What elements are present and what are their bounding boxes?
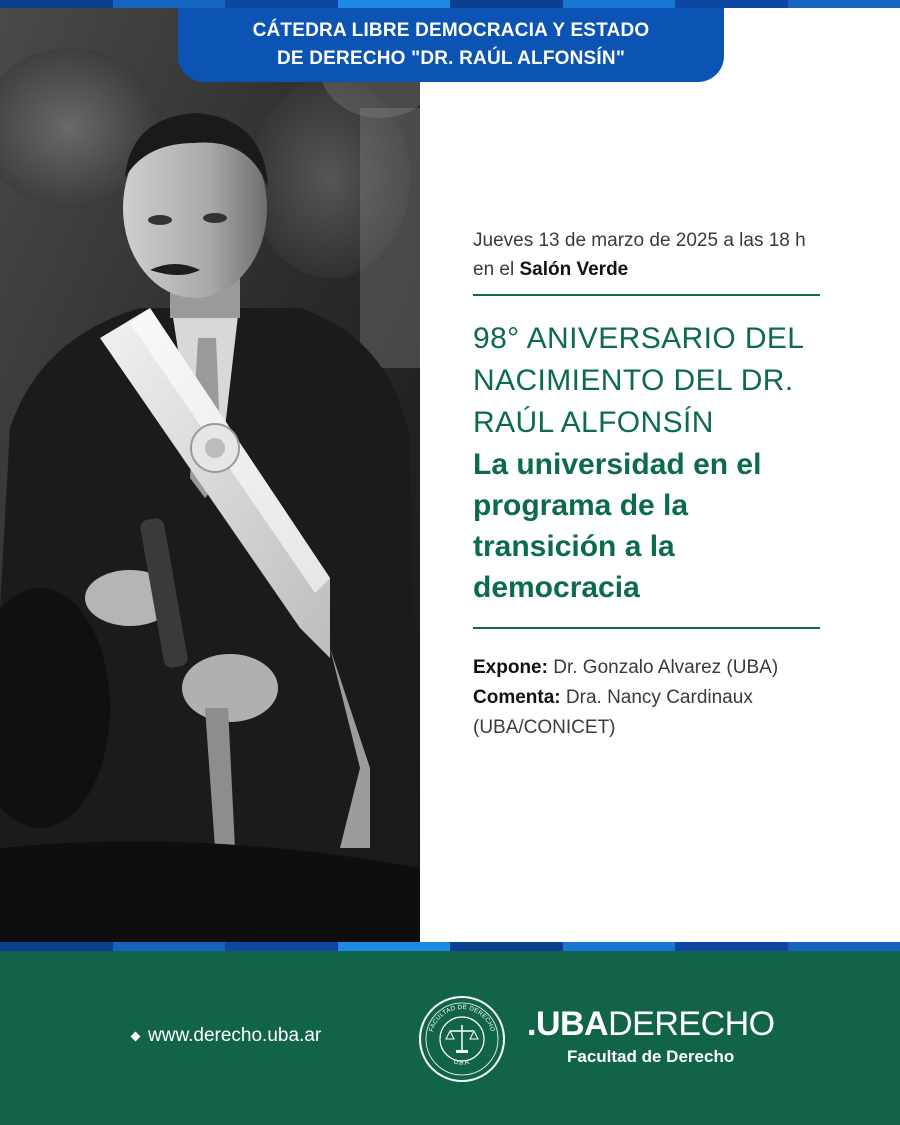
brand-subtitle: Facultad de Derecho (567, 1047, 735, 1066)
anniversary-line-2: NACIMIENTO DEL DR. (473, 364, 794, 397)
event-date-time: Jueves 13 de marzo de 2025 a las 18 h (473, 230, 806, 251)
stripe-segment (0, 942, 113, 951)
venue-prefix: en el (473, 259, 515, 280)
stripe-segment (338, 0, 451, 8)
brand-derecho: DERECHO (608, 1005, 775, 1043)
anniversary-line-1: 98° ANIVERSARIO DEL (473, 322, 805, 355)
expone-label: Expone: (473, 657, 548, 678)
stripe-segment (113, 0, 226, 8)
brand-wordmark (527, 1005, 775, 1043)
stripe-segment (225, 942, 338, 951)
bottom-color-stripe (0, 942, 900, 951)
brand-uba: .UBA (527, 1005, 609, 1043)
header-line-1: CÁTEDRA LIBRE DEMOCRACIA Y ESTADO (252, 20, 650, 41)
seal-top-text: FACULTAD DE DERECHO (427, 1003, 497, 1033)
talk-title-line-2: programa de la (473, 489, 689, 522)
speaker-expone (473, 653, 853, 683)
speaker-comenta (473, 683, 853, 713)
talk-title-line-1: La universidad en el (473, 448, 762, 481)
talk-title-line-3: transición a la (473, 530, 675, 563)
stripe-segment (788, 942, 900, 951)
stripe-segment (675, 0, 788, 8)
event-date-venue (473, 226, 853, 284)
portrait-photo (0, 8, 420, 942)
stripe-segment (225, 0, 338, 8)
stripe-segment (788, 0, 900, 8)
venue-name: Salón Verde (519, 259, 629, 280)
stripe-segment (0, 0, 113, 8)
footer (0, 951, 900, 1125)
stripe-segment (338, 942, 451, 951)
website-url: www.derecho.uba.ar (148, 1025, 322, 1046)
stripe-segment (113, 942, 226, 951)
header-line-2: DE DERECHO "DR. RAÚL ALFONSÍN" (276, 48, 626, 69)
divider-top (473, 294, 820, 296)
comenta-name: Dra. Nancy Cardinaux (565, 687, 753, 708)
stripe-segment (450, 942, 563, 951)
comenta-affiliation: (UBA/CONICET) (473, 717, 616, 738)
anniversary-line-3: RAÚL ALFONSÍN (473, 406, 714, 439)
expone-name: Dr. Gonzalo Alvarez (UBA) (553, 657, 779, 678)
talk-title (473, 444, 853, 608)
event-venue-line (473, 255, 853, 284)
stripe-segment (450, 0, 563, 8)
anniversary-title (473, 318, 853, 444)
stripe-segment (675, 942, 788, 951)
top-color-stripe (0, 0, 900, 8)
uba-law-seal-icon (418, 995, 506, 1088)
uba-derecho-logo (527, 1005, 775, 1067)
speakers-block (473, 653, 853, 743)
stripe-segment (563, 0, 676, 8)
stripe-segment (563, 942, 676, 951)
website-link[interactable] (132, 1025, 321, 1047)
comenta-label: Comenta: (473, 687, 561, 708)
seal-bottom-text: U.B.A. (452, 1059, 472, 1067)
talk-title-line-4: democracia (473, 571, 640, 604)
diamond-icon (131, 1031, 141, 1041)
header-badge (178, 8, 724, 82)
divider-bottom (473, 627, 820, 629)
